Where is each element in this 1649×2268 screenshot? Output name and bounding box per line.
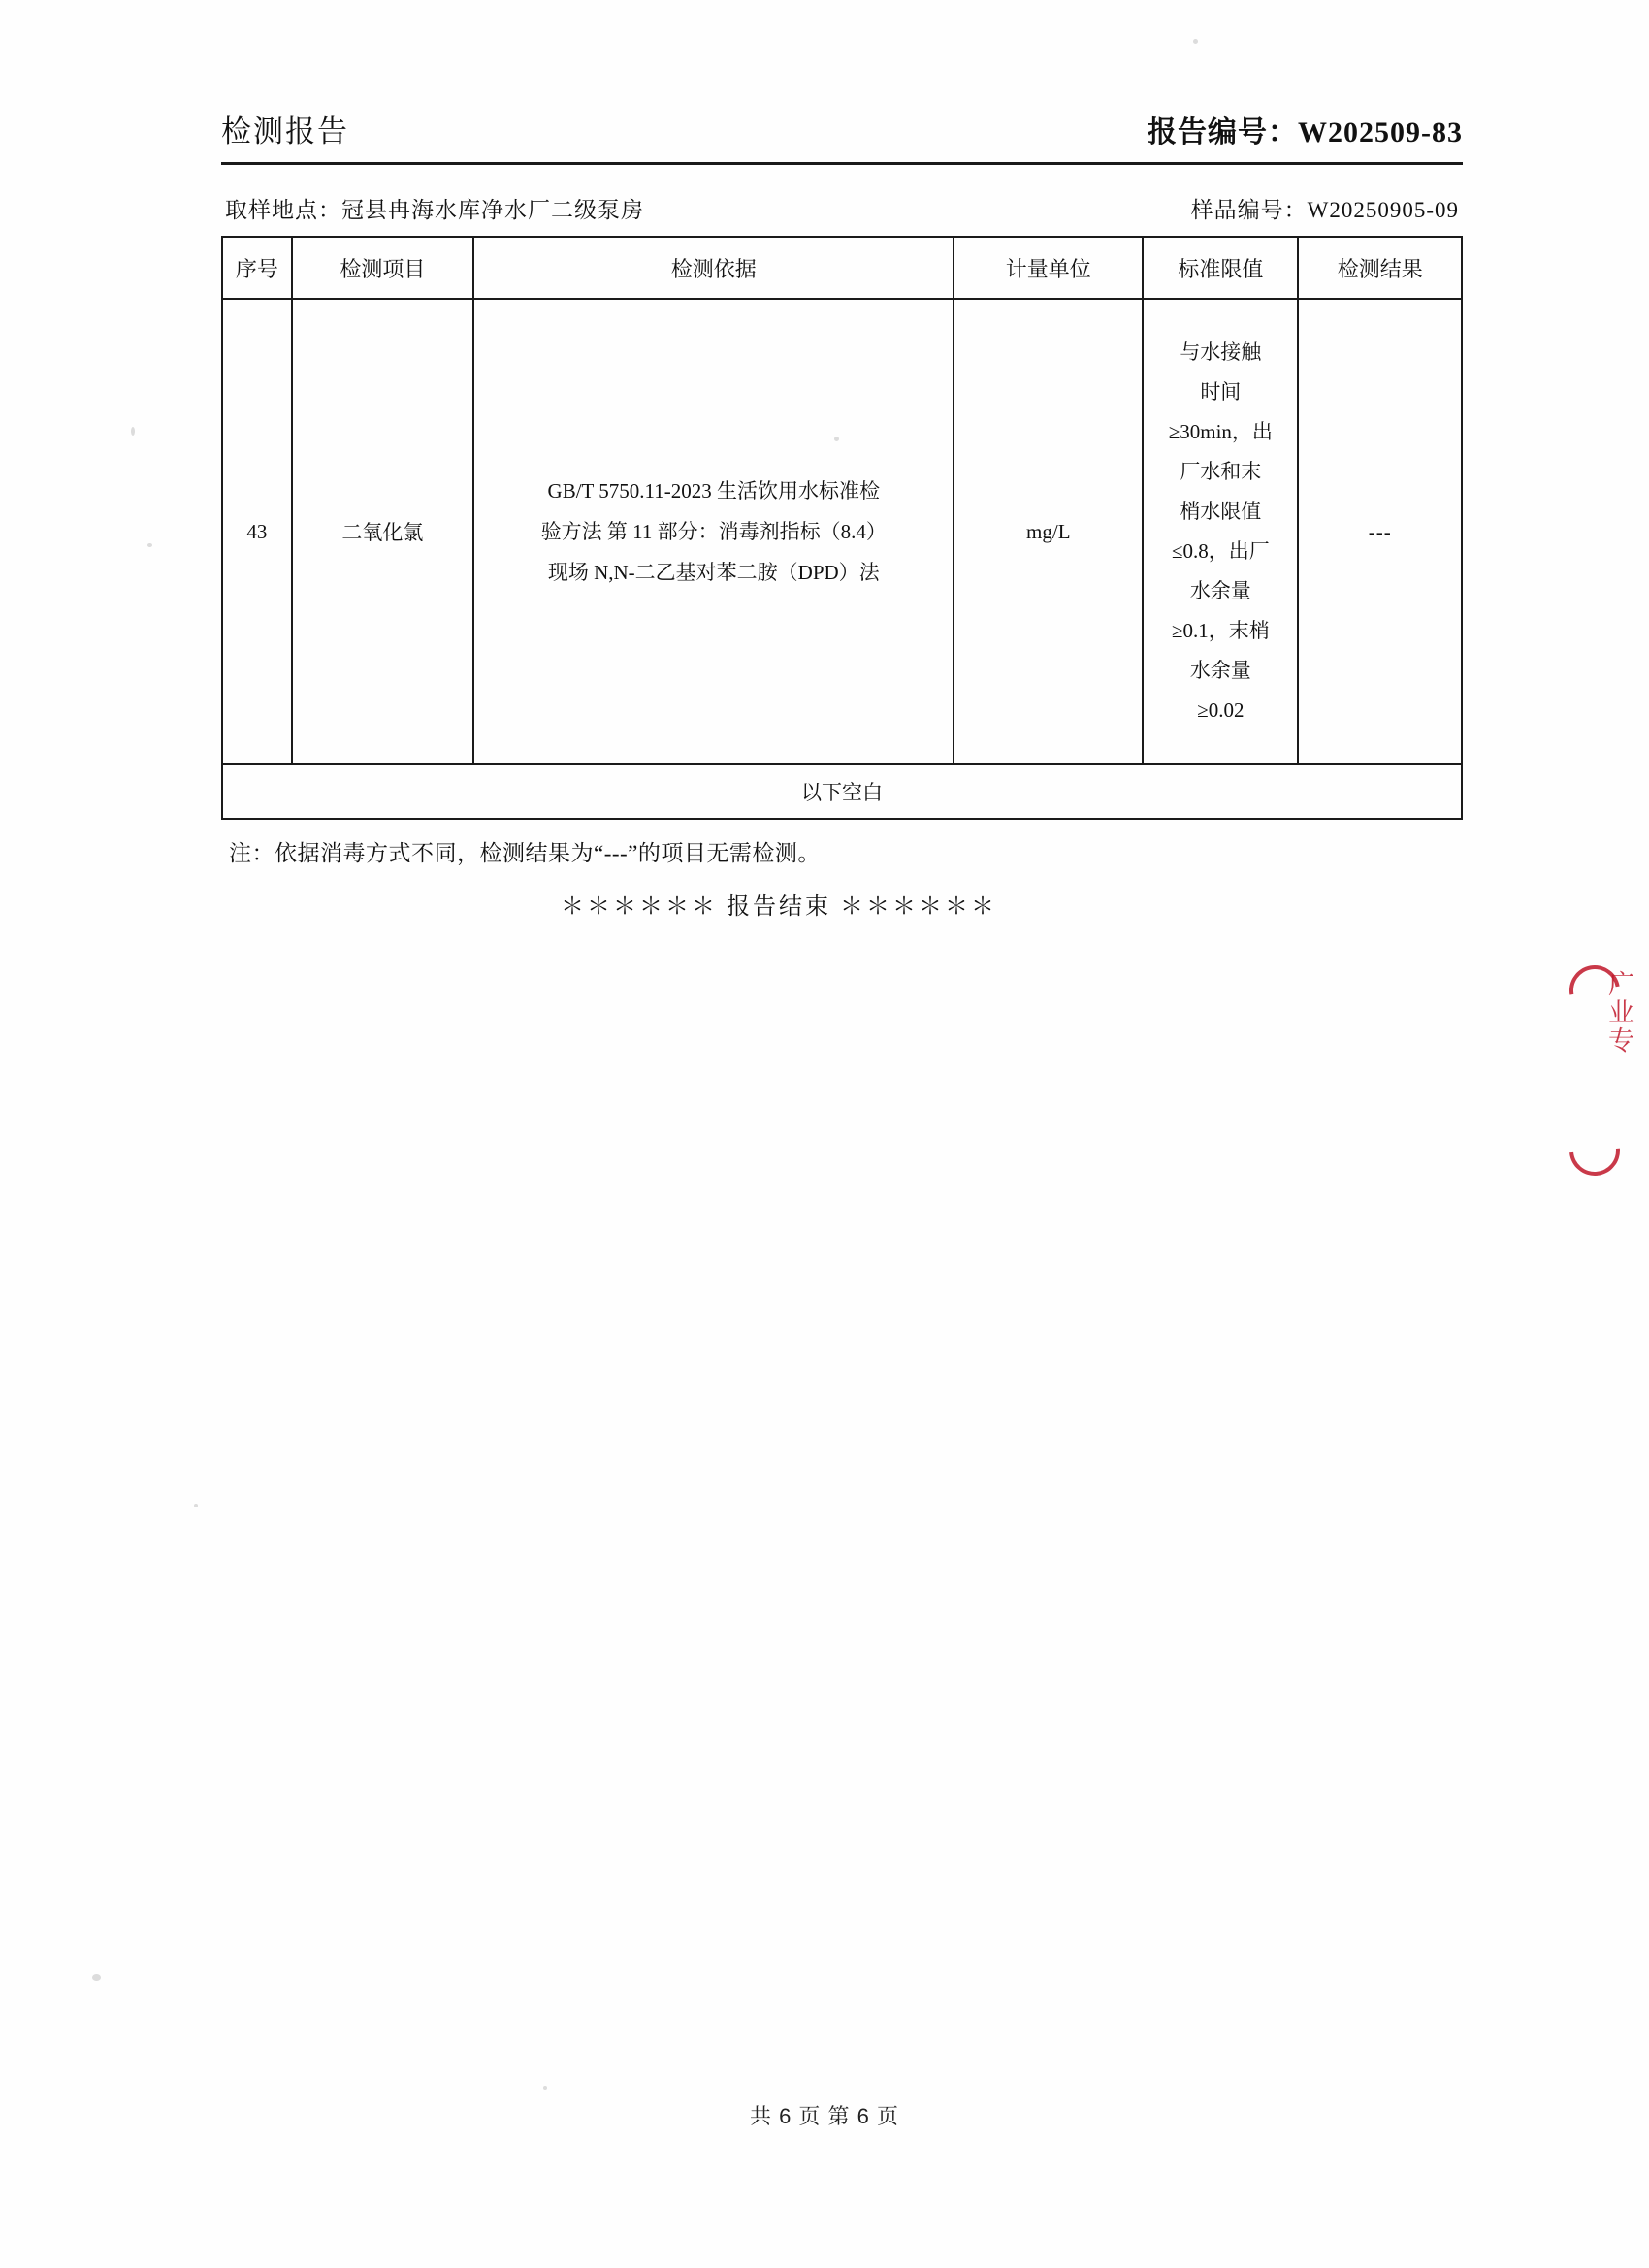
limit-line-6: ≤0.8，出厂 (1171, 539, 1270, 563)
scan-speck (147, 543, 152, 547)
table-blank-row (222, 764, 1462, 819)
column-header-no: 序号 (222, 237, 292, 299)
scan-speck (194, 1504, 198, 1507)
column-header-result: 检测结果 (1298, 237, 1462, 299)
sample-location-label: 取样地点： (225, 198, 341, 222)
cell-no: 43 (222, 299, 292, 764)
page-footer: 共 6 页 第 6 页 (749, 2104, 900, 2128)
cell-limit (1143, 299, 1298, 764)
column-header-limit: 标准限值 (1143, 237, 1298, 299)
column-header-basis: 检测依据 (473, 237, 954, 299)
table-header-row (222, 237, 1462, 299)
report-content (221, 107, 1463, 921)
sample-number-label: 样品编号： (1190, 198, 1308, 222)
cell-result: --- (1298, 299, 1462, 764)
limit-line-1: 与水接触 (1180, 340, 1262, 365)
cell-unit: mg/L (954, 299, 1143, 764)
column-header-item: 检测项目 (292, 237, 474, 299)
sample-location-value: 冠县冉海水库净水厂二级泵房 (341, 198, 644, 222)
blank-row-label: 以下空白 (222, 764, 1462, 819)
scan-speck (1193, 39, 1198, 44)
limit-line-3: ≥30min，出 (1168, 420, 1273, 444)
sample-number-value: W20250905-09 (1307, 198, 1459, 222)
scan-speck (543, 2086, 547, 2090)
basis-line-3: 现场 N,N-二乙基对苯二胺（DPD）法 (547, 561, 880, 584)
page-title: 检测报告 (221, 114, 349, 148)
limit-line-8: ≥0.1，末梢 (1171, 618, 1270, 642)
limit-line-2: 时间 (1200, 380, 1242, 405)
limit-line-10: ≥0.02 (1197, 697, 1245, 722)
report-header (221, 107, 1463, 160)
report-end-marker: ＊＊＊＊＊＊ 报告结束 ＊＊＊＊＊＊ (561, 894, 997, 920)
header-divider (221, 162, 1463, 165)
report-number (1148, 108, 1463, 150)
report-number-label: 报告编号： (1148, 116, 1298, 148)
limit-line-9: 水余量 (1189, 658, 1251, 682)
results-table (221, 236, 1463, 820)
scan-speck (131, 427, 135, 436)
cell-basis (473, 299, 954, 764)
sample-info-row (221, 192, 1463, 234)
limit-line-4: 厂水和末 (1180, 460, 1262, 484)
official-seal-fragment: 广业专 (1604, 970, 1633, 1054)
table-note: 注：依据消毒方式不同，检测结果为“---”的项目无需检测。 (229, 841, 821, 865)
scan-speck (92, 1974, 101, 1981)
cell-item: 二氧化氯 (292, 299, 474, 764)
basis-line-1: GB/T 5750.11-2023 生活饮用水标准检 (547, 479, 880, 502)
limit-line-7: 水余量 (1189, 578, 1251, 602)
table-row (222, 299, 1462, 764)
basis-line-2: 验方法 第 11 部分：消毒剂指标（8.4） (540, 520, 887, 543)
report-number-value: W202509-83 (1298, 116, 1463, 148)
sample-location (225, 192, 644, 224)
column-header-unit: 计量单位 (954, 237, 1143, 299)
limit-line-5: 梢水限值 (1180, 500, 1262, 524)
sample-number (1191, 192, 1459, 224)
